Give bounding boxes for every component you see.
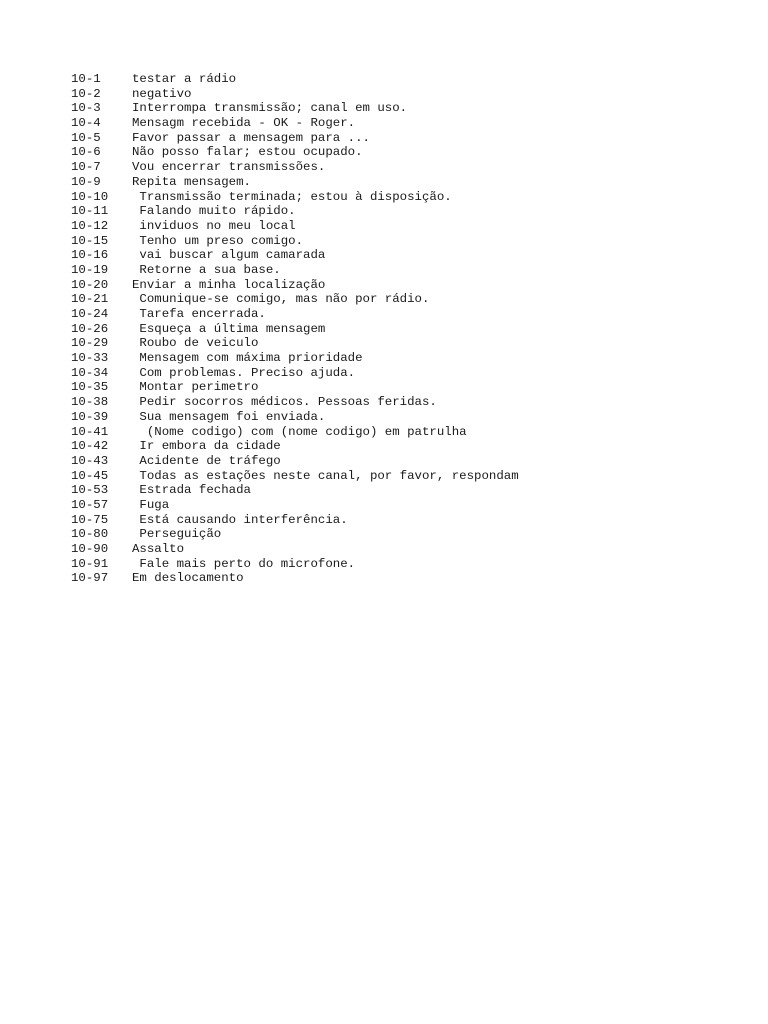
code-number: 10-90 xyxy=(71,542,109,556)
code-description: Roubo de veiculo xyxy=(132,336,259,351)
code-number: 10-33 xyxy=(71,351,109,366)
code-description: Transmissão terminada; estou à disposição. xyxy=(132,189,452,204)
code-number: 10-7 xyxy=(71,160,101,175)
code-number: 10-21 xyxy=(71,292,109,307)
code-description: Perseguição xyxy=(132,527,222,542)
code-row xyxy=(71,322,519,337)
code-number: 10-16 xyxy=(71,248,109,263)
code-row xyxy=(71,292,519,307)
code-description: Está causando interferência. xyxy=(132,512,348,527)
code-number: 10-19 xyxy=(71,262,109,277)
code-row xyxy=(71,72,519,87)
code-number: 10-10 xyxy=(71,189,109,204)
code-row xyxy=(71,410,519,425)
code-row xyxy=(71,175,519,190)
code-row xyxy=(71,263,519,278)
radio-code-list xyxy=(71,72,519,586)
code-row xyxy=(71,204,519,219)
code-description: Mensagm recebida - OK - Roger. xyxy=(132,116,356,131)
code-number: 10-15 xyxy=(71,233,109,248)
code-number: 10-26 xyxy=(71,321,109,336)
code-row xyxy=(71,145,519,160)
code-row xyxy=(71,395,519,410)
code-row xyxy=(71,101,519,116)
code-row xyxy=(71,160,519,175)
code-description: Pedir socorros médicos. Pessoas feridas. xyxy=(132,395,437,410)
code-row xyxy=(71,557,519,572)
code-number: 10-29 xyxy=(71,336,109,351)
code-number: 10-91 xyxy=(71,556,109,571)
code-number: 10-42 xyxy=(71,439,109,454)
code-number: 10-20 xyxy=(71,277,109,292)
code-description: Comunique-se comigo, mas não por rádio. xyxy=(132,292,430,307)
code-description: Tenho um preso comigo. xyxy=(132,233,304,248)
code-description: (Nome codigo) com (nome codigo) em patrulha xyxy=(132,424,467,439)
code-row xyxy=(71,351,519,366)
code-description: vai buscar algum camarada xyxy=(132,248,326,263)
code-description: Acidente de tráfego xyxy=(132,453,281,468)
code-description: negativo xyxy=(132,86,192,101)
code-description: Estrada fechada xyxy=(132,483,251,498)
code-row xyxy=(71,513,519,528)
code-description: inviduos no meu local xyxy=(132,218,296,233)
code-row xyxy=(71,366,519,381)
code-number: 10-5 xyxy=(71,130,101,145)
code-row xyxy=(71,278,519,293)
code-row xyxy=(71,425,519,440)
code-row xyxy=(71,248,519,263)
code-description: Enviar a minha localização xyxy=(132,277,326,292)
code-description: Fale mais perto do microfone. xyxy=(132,556,356,571)
code-description: Sua mensagem foi enviada. xyxy=(132,409,326,424)
code-row xyxy=(71,234,519,249)
code-description: Todas as estações neste canal, por favor, respondam xyxy=(132,468,519,483)
code-number: 10-12 xyxy=(71,218,109,233)
code-number: 10-35 xyxy=(71,380,109,395)
code-row xyxy=(71,131,519,146)
code-description: Vou encerrar transmissões. xyxy=(132,160,326,175)
code-number: 10-34 xyxy=(71,365,109,380)
code-description: Não posso falar; estou ocupado. xyxy=(132,145,363,160)
code-description: Retorne a sua base. xyxy=(132,262,281,277)
code-row xyxy=(71,498,519,513)
code-row xyxy=(71,190,519,205)
code-number: 10-3 xyxy=(71,101,101,116)
code-row xyxy=(71,483,519,498)
code-row xyxy=(71,87,519,102)
code-row xyxy=(71,469,519,484)
code-description: Montar perimetro xyxy=(132,380,259,395)
code-row xyxy=(71,542,519,557)
code-row xyxy=(71,527,519,542)
code-number: 10-45 xyxy=(71,468,109,483)
code-number: 10-2 xyxy=(71,86,101,101)
code-description: Repita mensagem. xyxy=(132,174,251,189)
code-description: Em deslocamento xyxy=(132,571,244,586)
code-number: 10-57 xyxy=(71,497,109,512)
code-description: Assalto xyxy=(132,542,185,556)
code-row xyxy=(71,380,519,395)
code-number: 10-39 xyxy=(71,409,109,424)
code-row xyxy=(71,454,519,469)
code-row xyxy=(71,116,519,131)
code-description: Falando muito rápido. xyxy=(132,204,296,219)
code-row xyxy=(71,219,519,234)
code-description: testar a rádio xyxy=(132,72,237,86)
code-number: 10-75 xyxy=(71,512,109,527)
code-number: 10-1 xyxy=(71,72,101,86)
code-number: 10-97 xyxy=(71,571,109,586)
code-number: 10-43 xyxy=(71,453,109,468)
code-number: 10-24 xyxy=(71,307,109,321)
code-description: Mensagem com máxima prioridade xyxy=(132,351,363,366)
code-description: Fuga xyxy=(132,497,170,512)
code-description: Esqueça a última mensagem xyxy=(132,321,326,336)
code-number: 10-4 xyxy=(71,116,101,131)
code-row xyxy=(71,307,519,322)
code-row xyxy=(71,336,519,351)
code-description: Interrompa transmissão; canal em uso. xyxy=(132,101,408,116)
code-number: 10-6 xyxy=(71,145,101,160)
code-row xyxy=(71,571,519,586)
code-description: Ir embora da cidade xyxy=(132,439,281,454)
code-row xyxy=(71,439,519,454)
code-description: Favor passar a mensagem para ... xyxy=(132,130,370,145)
code-number: 10-41 xyxy=(71,424,109,439)
code-number: 10-80 xyxy=(71,527,109,542)
code-number: 10-11 xyxy=(71,204,109,219)
code-number: 10-38 xyxy=(71,395,109,410)
code-number: 10-53 xyxy=(71,483,109,498)
code-description: Tarefa encerrada. xyxy=(132,307,266,321)
code-number: 10-9 xyxy=(71,174,101,189)
code-description: Com problemas. Preciso ajuda. xyxy=(132,365,356,380)
